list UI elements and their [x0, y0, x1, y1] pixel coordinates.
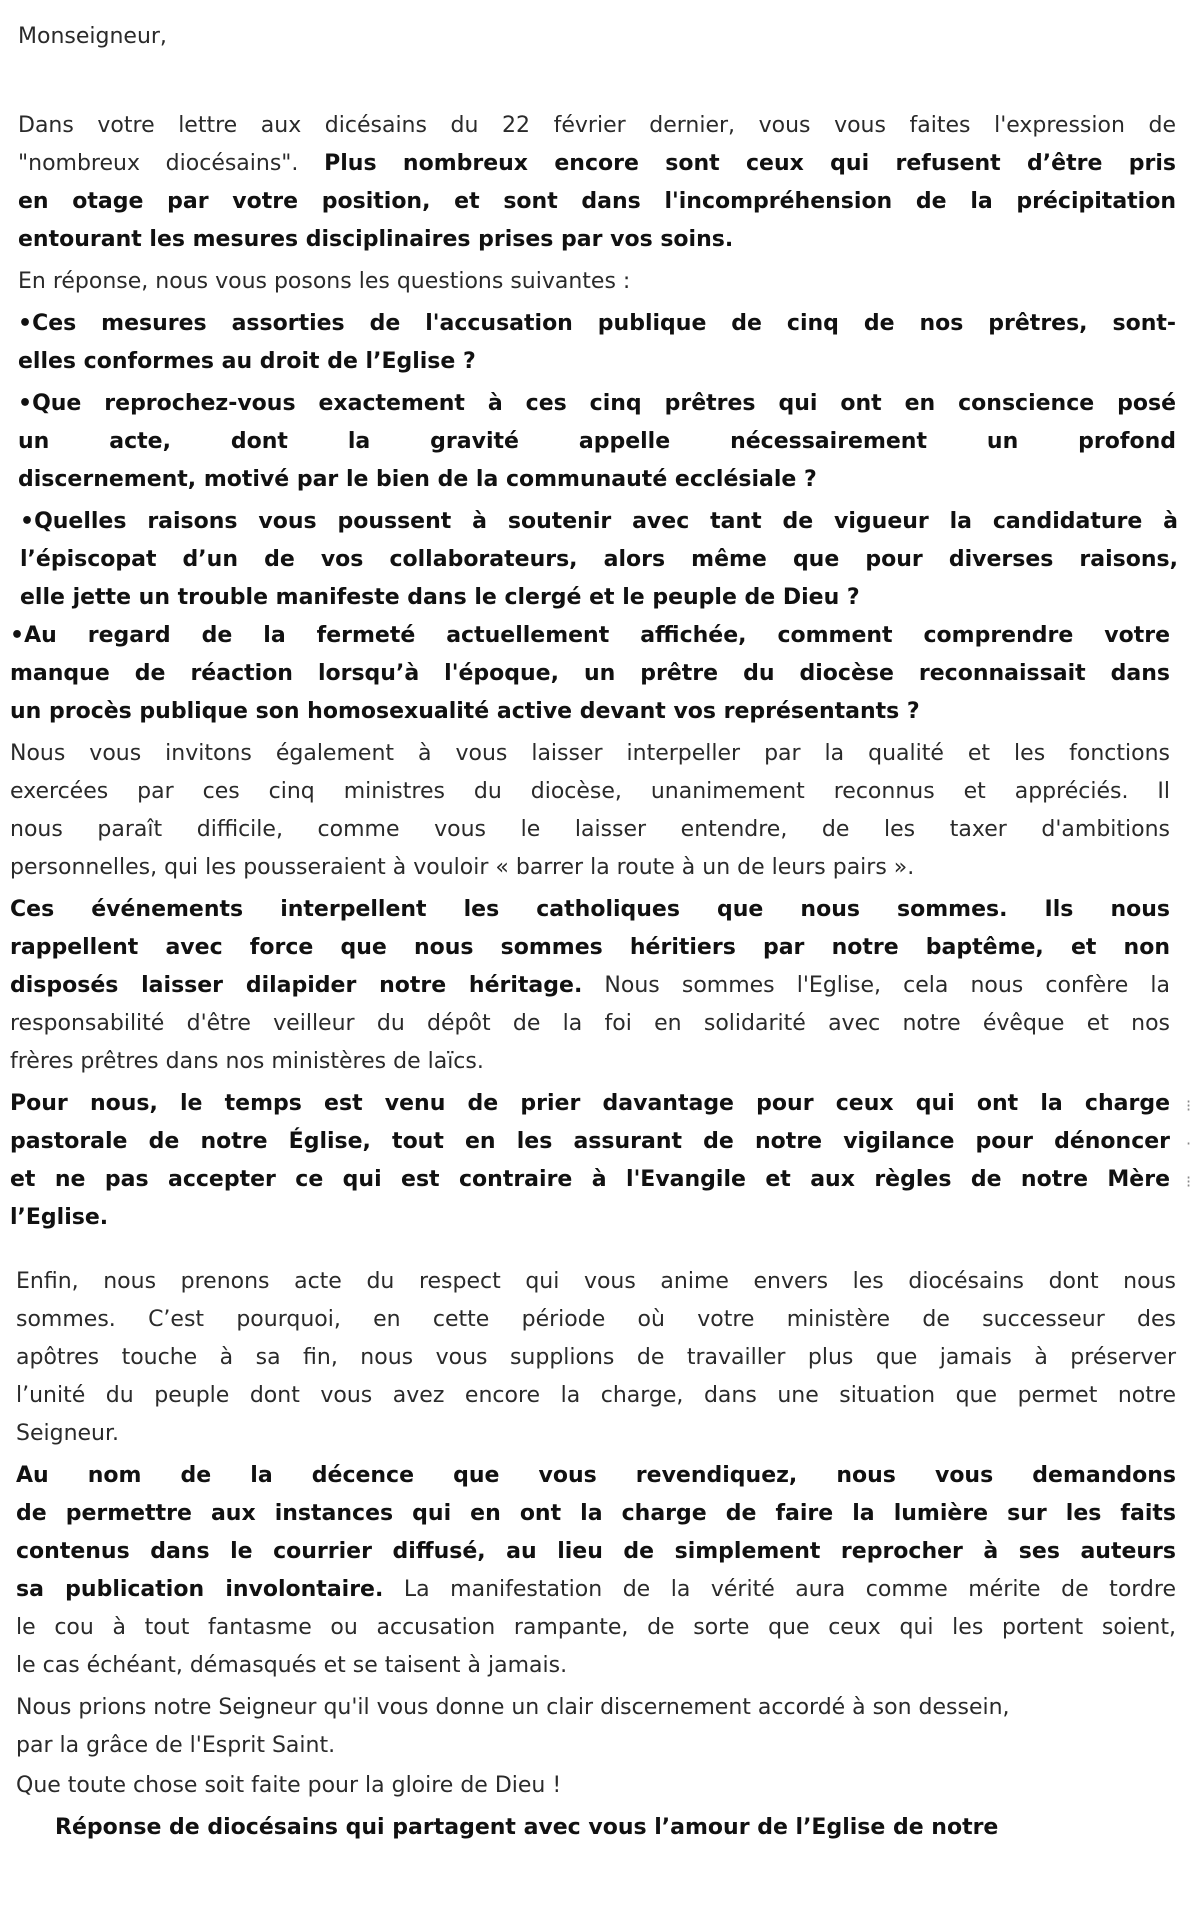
question-line: manque de réaction lorsqu’à l'époque, un prêtre du diocèse reconnaissait dans [10, 661, 1170, 686]
paragraph-line [18, 145, 1176, 183]
question-line: elles conformes au droit de l’Eglise ? [18, 349, 476, 374]
paragraph-line: Ces événements interpellent les catholiques que nous sommes. Ils nous [10, 897, 1170, 922]
bullet-icon: • [10, 623, 25, 648]
paragraph-line: pastorale de notre Église, tout en les assurant de notre vigilance pour dénoncer [10, 1129, 1170, 1154]
bullet-icon: • [20, 509, 35, 534]
question-line: l’épiscopat d’un de vos collaborateurs, alors même que pour diverses raisons, [20, 547, 1178, 572]
paragraph-line: le cou à tout fantasme ou accusation rampante, de sorte que ceux qui les portent soient, [16, 1615, 1176, 1640]
paragraph-line: nous paraît difficile, comme vous le laisser entendre, de les taxer d'ambitions [10, 817, 1170, 842]
question-text: Ces mesures assorties de l'accusation publique de cinq de nos prêtres, sont- [32, 311, 1176, 336]
question-line: elle jette un trouble manifeste dans le clergé et le peuple de Dieu ? [20, 585, 860, 610]
paragraph-line: rappellent avec force que nous sommes héritiers par notre baptême, et non [10, 935, 1170, 960]
paragraph-line: Au nom de la décence que vous revendiquez, nous vous demandons [16, 1463, 1176, 1488]
edge-mark: ⁝ [1186, 1172, 1192, 1191]
text-normal: Nous sommes l'Eglise, cela nous confère la [582, 973, 1170, 998]
edge-mark: · [1186, 1134, 1192, 1153]
paragraph-line: sommes. C’est pourquoi, en cette période où votre ministère de successeur des [16, 1307, 1176, 1332]
bullet-icon: • [18, 311, 33, 336]
question-line [18, 385, 1176, 423]
text-bold: disposés laisser dilapider notre héritage. [10, 973, 583, 998]
question-line: un procès publique son homosexualité active devant vos représentants ? [10, 699, 920, 724]
questions-intro: En réponse, nous vous posons les questions suivantes : [18, 269, 631, 294]
paragraph-line: l’unité du peuple dont vous avez encore la charge, dans une situation que permet notre [16, 1383, 1176, 1408]
paragraph-line: frères prêtres dans nos ministères de laïcs. [10, 1049, 484, 1074]
paragraph-line: entourant les mesures disciplinaires prises par vos soins. [18, 227, 734, 252]
paragraph-line: personnelles, qui les pousseraient à vouloir « barrer la route à un de leurs pairs ». [10, 855, 915, 880]
paragraph-line: en otage par votre position, et sont dans l'incompréhension de la précipitation [18, 189, 1176, 214]
paragraph-line [10, 967, 1170, 1005]
paragraph-line: de permettre aux instances qui en ont la charge de faire la lumière sur les faits [16, 1501, 1176, 1526]
paragraph-line: le cas échéant, démasqués et se taisent à jamais. [16, 1653, 568, 1678]
question-line: un acte, dont la gravité appelle nécessairement un profond [18, 429, 1176, 454]
text-bold: sa publication involontaire. [16, 1577, 384, 1602]
paragraph-line: l’Eglise. [10, 1205, 109, 1230]
paragraph-line: Nous vous invitons également à vous laisser interpeller par la qualité et les fonctions [10, 741, 1170, 766]
closing-line: Que toute chose soit faite pour la gloire de Dieu ! [16, 1773, 562, 1798]
paragraph-line: exercées par ces cinq ministres du diocèse, unanimement reconnus et appréciés. Il [10, 779, 1170, 804]
paragraph-line: Dans votre lettre aux dicésains du 22 février dernier, vous vous faites l'expression de [18, 113, 1176, 138]
text-bold: Plus nombreux encore sont ceux qui refusent d’être pris [324, 151, 1176, 176]
question-line [20, 503, 1178, 541]
paragraph-line: Enfin, nous prenons acte du respect qui vous anime envers les diocésains dont nous [16, 1269, 1176, 1294]
paragraph-line [16, 1571, 1176, 1609]
signature: Réponse de diocésains qui partagent avec vous l’amour de l’Eglise de notre [55, 1815, 999, 1840]
question-text: Au regard de la fermeté actuellement affichée, comment comprendre votre [24, 623, 1170, 648]
paragraph-line: responsabilité d'être veilleur du dépôt de la foi en solidarité avec notre évêque et nos [10, 1011, 1170, 1036]
salutation: Monseigneur, [18, 24, 167, 49]
edge-mark: ⁝ [1186, 1096, 1192, 1115]
question-line: discernement, motivé par le bien de la communauté ecclésiale ? [18, 467, 817, 492]
paragraph-line: apôtres touche à sa fin, nous vous supplions de travailler plus que jamais à préserver [16, 1345, 1176, 1370]
text-normal: La manifestation de la vérité aura comme mérite de tordre [383, 1577, 1176, 1602]
paragraph-line: Seigneur. [16, 1421, 120, 1446]
paragraph-line: et ne pas accepter ce qui est contraire à l'Evangile et aux règles de notre Mère [10, 1167, 1170, 1192]
paragraph-line: Pour nous, le temps est venu de prier davantage pour ceux qui ont la charge [10, 1091, 1170, 1116]
paragraph-line: contenus dans le courrier diffusé, au lieu de simplement reprocher à ses auteurs [16, 1539, 1176, 1564]
question-text: Quelles raisons vous poussent à soutenir avec tant de vigueur la candidature à [34, 509, 1178, 534]
text-normal: "nombreux diocésains". [18, 151, 325, 176]
paragraph-line: par la grâce de l'Esprit Saint. [16, 1733, 336, 1758]
question-line [10, 617, 1170, 655]
question-line [18, 305, 1176, 343]
question-text: Que reprochez-vous exactement à ces cinq prêtres qui ont en conscience posé [32, 391, 1176, 416]
bullet-icon: • [18, 391, 33, 416]
paragraph-line: Nous prions notre Seigneur qu'il vous donne un clair discernement accordé à son dessein, [16, 1695, 1010, 1720]
